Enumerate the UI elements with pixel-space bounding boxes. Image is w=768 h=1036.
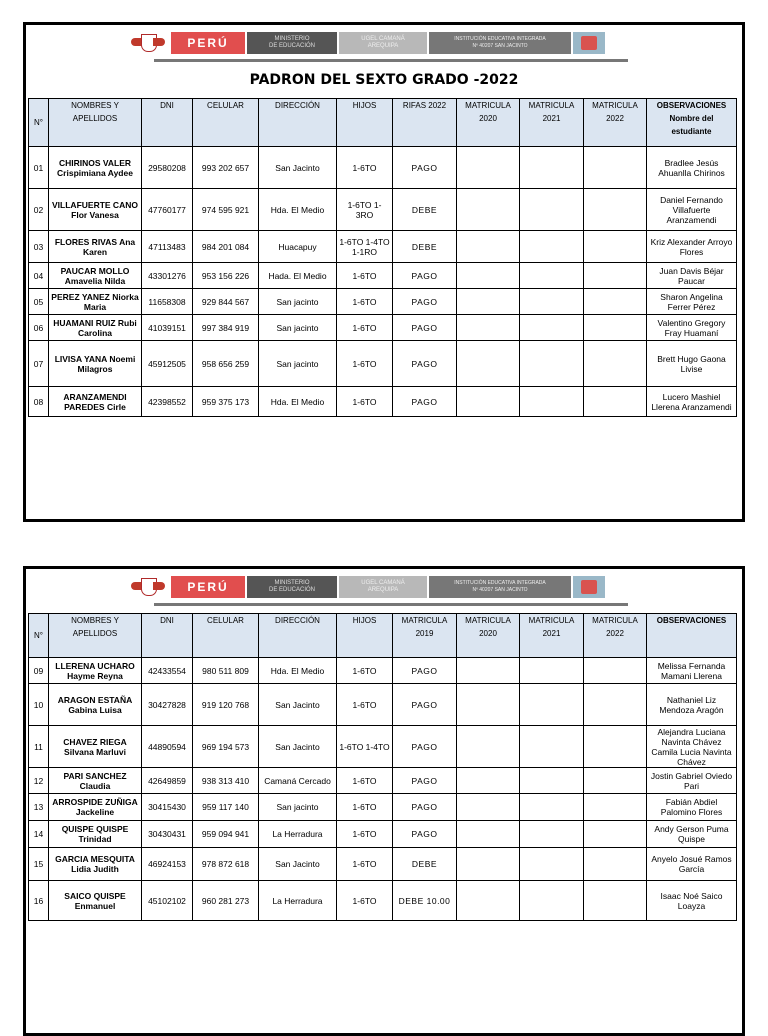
observation-cell: Brett Hugo Gaona Livise [647,341,737,387]
register-table [28,613,737,921]
status-cell: PAGO [393,684,457,726]
col-header-children: HIJOS [337,614,393,658]
matricula-2021-cell [520,658,584,684]
table-row [29,263,737,289]
matricula-2021-cell [520,341,584,387]
status-cell: PAGO [393,821,457,848]
coat-of-arms-icon [131,32,165,54]
dni-cell: 30427828 [142,684,193,726]
row-number-cell: 15 [29,848,49,881]
school-logo: INSTITUCIÓN EDUCATIVA INTEGRADA Nº 40207 SAN JACINTO [429,576,571,598]
phone-cell: 993 202 657 [193,147,259,189]
matricula-2022-cell [584,821,647,848]
address-cell: San jacinto [259,794,337,821]
name-cell: ARAGON ESTAÑA Gabina Luisa [49,684,142,726]
dni-cell: 42433554 [142,658,193,684]
col-header-no: N° [29,99,49,147]
col-header-status: MATRICULA 2019 [393,614,457,658]
matricula-2021-cell [520,768,584,794]
table-row [29,848,737,881]
address-cell: Camaná Cercado [259,768,337,794]
school-emblem-icon [573,576,605,598]
school-logo: INSTITUCIÓN EDUCATIVA INTEGRADA Nº 40207 SAN JACINTO [429,32,571,54]
table-row [29,684,737,726]
status-cell: PAGO [393,768,457,794]
matricula-2020-cell [457,147,520,189]
phone-cell: 960 281 273 [193,881,259,921]
matricula-2021-cell [520,794,584,821]
status-cell: PAGO [393,289,457,315]
matricula-2022-cell [584,341,647,387]
matricula-2020-cell [457,768,520,794]
status-cell: PAGO [393,263,457,289]
row-number-cell: 14 [29,821,49,848]
matricula-2020-cell [457,387,520,417]
document-page-1 [23,22,745,522]
name-cell: HUAMANI RUIZ Rubi Carolina [49,315,142,341]
matricula-2021-cell [520,189,584,231]
table-row [29,341,737,387]
status-cell: DEBE [393,231,457,263]
table-row [29,821,737,848]
status-cell: PAGO [393,387,457,417]
dni-cell: 43301276 [142,263,193,289]
matricula-2022-cell [584,794,647,821]
observation-cell: Anyelo Josué Ramos García [647,848,737,881]
children-cell: 1-6TO [337,289,393,315]
matricula-2022-cell [584,387,647,417]
peru-logo: PERÚ [171,32,245,54]
dni-cell: 45102102 [142,881,193,921]
phone-cell: 984 201 084 [193,231,259,263]
matricula-2021-cell [520,848,584,881]
col-header-m2022: MATRICULA 2022 [584,99,647,147]
table-row [29,726,737,768]
name-cell: PEREZ YANEZ Niorka Maria [49,289,142,315]
children-cell: 1-6TO 1-3RO [337,189,393,231]
observation-cell: Kriz Alexander Arroyo Flores [647,231,737,263]
matricula-2021-cell [520,881,584,921]
name-cell: ARANZAMENDI PAREDES Cirle [49,387,142,417]
phone-cell: 974 595 921 [193,189,259,231]
matricula-2022-cell [584,263,647,289]
observation-cell: Valentino Gregory Fray Huamaní [647,315,737,341]
name-cell: LLERENA UCHARO Hayme Reyna [49,658,142,684]
col-header-m2020: MATRICULA 2020 [457,614,520,658]
col-header-dni: DNI [142,614,193,658]
divider [154,59,628,62]
row-number-cell: 09 [29,658,49,684]
dni-cell: 11658308 [142,289,193,315]
table-row [29,289,737,315]
row-number-cell: 12 [29,768,49,794]
dni-cell: 29580208 [142,147,193,189]
name-cell: FLORES RIVAS Ana Karen [49,231,142,263]
name-cell: VILLAFUERTE CANO Flor Vanesa [49,189,142,231]
name-cell: LIVISA YANA Noemi Milagros [49,341,142,387]
observation-cell: Sharon Angelina Ferrer Pérez [647,289,737,315]
address-cell: Hda. El Medio [259,658,337,684]
document-page-2 [23,566,745,1036]
status-cell: DEBE 10.00 [393,881,457,921]
matricula-2021-cell [520,147,584,189]
row-number-cell: 02 [29,189,49,231]
observation-cell: Juan Davis Béjar Paucar [647,263,737,289]
matricula-2022-cell [584,684,647,726]
col-header-dni: DNI [142,99,193,147]
status-cell: PAGO [393,794,457,821]
col-header-address: DIRECCIÓN [259,99,337,147]
phone-cell: 959 094 941 [193,821,259,848]
table-row [29,768,737,794]
address-cell: Hda. El Medio [259,189,337,231]
observation-cell: Bradlee Jesús Ahuanlla Chirinos [647,147,737,189]
header-banner [131,31,605,55]
phone-cell: 978 872 618 [193,848,259,881]
observation-cell: Melissa Fernanda Mamani Llerena [647,658,737,684]
observation-cell: Nathaniel Liz Mendoza Aragón [647,684,737,726]
matricula-2022-cell [584,848,647,881]
status-cell: PAGO [393,658,457,684]
dni-cell: 42649859 [142,768,193,794]
col-header-children: HIJOS [337,99,393,147]
row-number-cell: 03 [29,231,49,263]
address-cell: San jacinto [259,341,337,387]
dni-cell: 44890594 [142,726,193,768]
phone-cell: 958 656 259 [193,341,259,387]
status-cell: PAGO [393,315,457,341]
table-row [29,231,737,263]
observation-cell: Jostin Gabriel Oviedo Pari [647,768,737,794]
children-cell: 1-6TO [337,821,393,848]
name-cell: SAICO QUISPE Enmanuel [49,881,142,921]
row-number-cell: 13 [29,794,49,821]
col-header-address: DIRECCIÓN [259,614,337,658]
address-cell: San Jacinto [259,726,337,768]
phone-cell: 919 120 768 [193,684,259,726]
table-row [29,881,737,921]
address-cell: San Jacinto [259,848,337,881]
children-cell: 1-6TO [337,848,393,881]
phone-cell: 953 156 226 [193,263,259,289]
observation-cell: Isaac Noé Saico Loayza [647,881,737,921]
col-header-m2021: MATRICULA 2021 [520,99,584,147]
matricula-2022-cell [584,726,647,768]
address-cell: San Jacinto [259,147,337,189]
matricula-2021-cell [520,315,584,341]
status-cell: PAGO [393,726,457,768]
address-cell: San jacinto [259,315,337,341]
matricula-2022-cell [584,189,647,231]
col-header-m2022: MATRICULA 2022 [584,614,647,658]
matricula-2020-cell [457,189,520,231]
phone-cell: 980 511 809 [193,658,259,684]
name-cell: PAUCAR MOLLO Amavelia Nilda [49,263,142,289]
address-cell: Hada. El Medio [259,263,337,289]
col-header-m2021: MATRICULA 2021 [520,614,584,658]
row-number-cell: 01 [29,147,49,189]
table-row [29,794,737,821]
matricula-2022-cell [584,881,647,921]
phone-cell: 997 384 919 [193,315,259,341]
ugel-logo: UGEL CAMANÁ AREQUIPA [339,32,427,54]
phone-cell: 959 375 173 [193,387,259,417]
observation-cell: Andy Gerson Puma Quispe [647,821,737,848]
matricula-2020-cell [457,231,520,263]
address-cell: La Herradura [259,821,337,848]
register-table [28,98,737,417]
row-number-cell: 08 [29,387,49,417]
children-cell: 1-6TO [337,341,393,387]
name-cell: PARI SANCHEZ Claudia [49,768,142,794]
name-cell: QUISPE QUISPE Trinidad [49,821,142,848]
matricula-2021-cell [520,821,584,848]
col-header-names: NOMBRES Y APELLIDOS [49,614,142,658]
matricula-2021-cell [520,231,584,263]
children-cell: 1-6TO [337,387,393,417]
table-row [29,658,737,684]
matricula-2020-cell [457,341,520,387]
col-header-status: RIFAS 2022 [393,99,457,147]
children-cell: 1-6TO 1-4TO 1-1RO [337,231,393,263]
header-banner [131,575,605,599]
dni-cell: 30415430 [142,794,193,821]
matricula-2020-cell [457,263,520,289]
phone-cell: 959 117 140 [193,794,259,821]
observation-cell: Alejandra Luciana Navinta Chávez Camila Lucia Navinta Chávez [647,726,737,768]
observation-cell: Lucero Mashiel Llerena Aranzamendi [647,387,737,417]
matricula-2020-cell [457,848,520,881]
name-cell: ARROSPIDE ZUÑIGA Jackeline [49,794,142,821]
dni-cell: 47113483 [142,231,193,263]
table-row [29,147,737,189]
children-cell: 1-6TO [337,794,393,821]
dni-cell: 47760177 [142,189,193,231]
matricula-2022-cell [584,289,647,315]
observation-cell: Fabián Abdiel Palomino Flores [647,794,737,821]
row-number-cell: 04 [29,263,49,289]
table-header-row [29,614,737,658]
observation-cell: Daniel Fernando Villafuerte Aranzamendi [647,189,737,231]
address-cell: San jacinto [259,289,337,315]
status-cell: DEBE [393,189,457,231]
matricula-2021-cell [520,263,584,289]
matricula-2020-cell [457,726,520,768]
name-cell: GARCIA MESQUITA Lidia Judith [49,848,142,881]
matricula-2021-cell [520,684,584,726]
row-number-cell: 16 [29,881,49,921]
table-row [29,189,737,231]
table-header-row [29,99,737,147]
row-number-cell: 11 [29,726,49,768]
children-cell: 1-6TO [337,881,393,921]
status-cell: PAGO [393,147,457,189]
col-header-names: NOMBRES Y APELLIDOS [49,99,142,147]
col-header-observations: OBSERVACIONES [647,614,737,658]
dni-cell: 45912505 [142,341,193,387]
coat-of-arms-icon [131,576,165,598]
children-cell: 1-6TO [337,315,393,341]
divider [154,603,628,606]
matricula-2020-cell [457,289,520,315]
matricula-2020-cell [457,821,520,848]
col-header-no: N° [29,614,49,658]
row-number-cell: 06 [29,315,49,341]
ugel-logo: UGEL CAMANÁ AREQUIPA [339,576,427,598]
children-cell: 1-6TO [337,147,393,189]
dni-cell: 41039151 [142,315,193,341]
children-cell: 1-6TO [337,263,393,289]
name-cell: CHAVEZ RIEGA Silvana Marluvi [49,726,142,768]
matricula-2022-cell [584,658,647,684]
ministry-logo: MINISTERIO DE EDUCACIÓN [247,576,337,598]
matricula-2022-cell [584,315,647,341]
children-cell: 1-6TO [337,658,393,684]
matricula-2021-cell [520,726,584,768]
dni-cell: 46924153 [142,848,193,881]
matricula-2020-cell [457,684,520,726]
address-cell: Hda. El Medio [259,387,337,417]
address-cell: Huacapuy [259,231,337,263]
phone-cell: 929 844 567 [193,289,259,315]
children-cell: 1-6TO 1-4TO [337,726,393,768]
table-row [29,387,737,417]
table-row [29,315,737,341]
phone-cell: 969 194 573 [193,726,259,768]
children-cell: 1-6TO [337,684,393,726]
dni-cell: 42398552 [142,387,193,417]
matricula-2022-cell [584,768,647,794]
phone-cell: 938 313 410 [193,768,259,794]
ministry-logo: MINISTERIO DE EDUCACIÓN [247,32,337,54]
peru-logo: PERÚ [171,576,245,598]
address-cell: La Herradura [259,881,337,921]
status-cell: DEBE [393,848,457,881]
matricula-2021-cell [520,289,584,315]
page-title: PADRON DEL SEXTO GRADO -2022 [249,72,519,88]
dni-cell: 30430431 [142,821,193,848]
address-cell: San Jacinto [259,684,337,726]
col-header-observations: OBSERVACIONES Nombre del estudiante [647,99,737,147]
matricula-2022-cell [584,147,647,189]
children-cell: 1-6TO [337,768,393,794]
matricula-2022-cell [584,231,647,263]
school-emblem-icon [573,32,605,54]
col-header-phone: CELULAR [193,99,259,147]
matricula-2021-cell [520,387,584,417]
name-cell: CHIRINOS VALER Crispimiana Aydee [49,147,142,189]
col-header-phone: CELULAR [193,614,259,658]
matricula-2020-cell [457,881,520,921]
col-header-m2020: MATRICULA 2020 [457,99,520,147]
row-number-cell: 10 [29,684,49,726]
matricula-2020-cell [457,794,520,821]
row-number-cell: 05 [29,289,49,315]
status-cell: PAGO [393,341,457,387]
matricula-2020-cell [457,315,520,341]
row-number-cell: 07 [29,341,49,387]
matricula-2020-cell [457,658,520,684]
